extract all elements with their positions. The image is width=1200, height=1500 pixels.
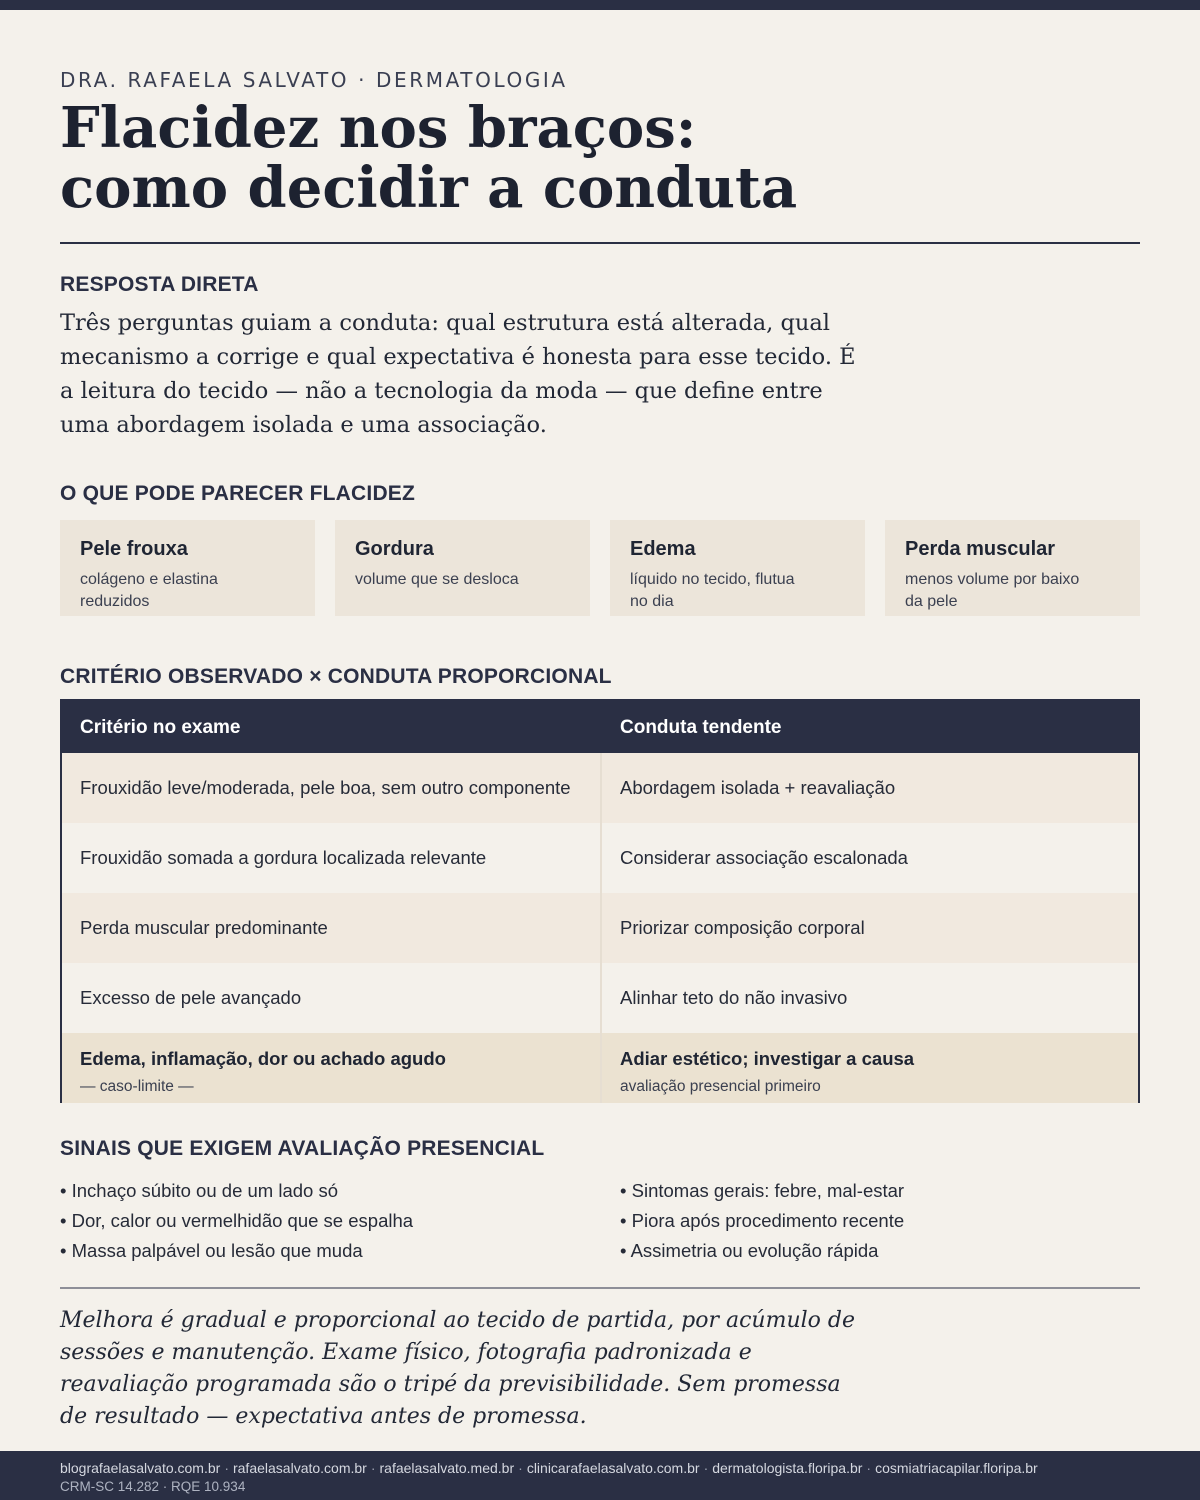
direct-answer-heading: RESPOSTA DIRETA [60, 273, 259, 296]
criterion-text: Edema, inflamação, dor ou achado agudo [80, 1048, 446, 1069]
footer-separator: · [866, 1460, 872, 1476]
criteria-table [60, 699, 1140, 1103]
lookalike-cards [60, 520, 1140, 616]
list-item: • Piora após procedimento recente [620, 1210, 905, 1231]
lookalike-card [610, 520, 865, 616]
warning-signs-heading: SINAIS QUE EXIGEM AVALIAÇÃO PRESENCIAL [60, 1137, 545, 1160]
column-divider [600, 753, 602, 1103]
card-description: menos volume por baixo da pele [905, 571, 1080, 610]
warning-signs-left [60, 1176, 413, 1266]
conduct-cell: Abordagem isolada + reavaliação [620, 777, 896, 798]
card-title: Pele frouxa [80, 538, 188, 560]
conduct-cell: Considerar associação escalonada [620, 847, 908, 868]
criterion-cell: Frouxidão leve/moderada, pele boa, sem outro componente [80, 777, 571, 798]
footer-separator: · [703, 1460, 709, 1476]
card-title: Perda muscular [905, 538, 1056, 560]
lookalike-card [885, 520, 1140, 616]
lookalike-card [60, 520, 315, 616]
criterion-cell: Perda muscular predominante [80, 917, 328, 938]
warning-signs-right [620, 1176, 904, 1266]
title-line-1: Flacidez nos braços: [60, 95, 697, 161]
closing-statement: Melhora é gradual e proporcional ao tecido de partida, por acúmulo de sessões e manutenção. Exame físico, fotografia padronizada e reavaliação programada são o tripé da previsibilidade. Sem promessa de resultado — expectativa antes de promessa. [60, 1308, 855, 1429]
conduct-text: Adiar estético; investigar a causa [620, 1048, 915, 1069]
card-title: Edema [630, 538, 696, 560]
list-item: • Inchaço súbito ou de um lado só [60, 1180, 338, 1201]
card-description: colágeno e elastina reduzidos [80, 571, 218, 610]
footer-separator: · [518, 1460, 523, 1476]
list-item: • Assimetria ou evolução rápida [620, 1240, 879, 1261]
footer-link[interactable]: rafaelasalvato.com.br [232, 1460, 367, 1476]
title-line-2: como decidir a conduta [60, 155, 798, 221]
criterion-cell: Excesso de pele avançado [80, 987, 302, 1008]
lookalikes-heading: O QUE PODE PARECER FLACIDEZ [60, 482, 416, 505]
criterion-note: — caso-limite — [80, 1078, 194, 1095]
criterion-cell: Frouxidão somada a gordura localizada relevante [80, 847, 487, 868]
footer-separator: · [370, 1460, 376, 1476]
list-item: • Dor, calor ou vermelhidão que se espalha [60, 1210, 414, 1231]
title-divider [60, 242, 1140, 244]
list-item: • Massa palpável ou lesão que muda [60, 1240, 363, 1261]
column-header-criterion: Critério no exame [80, 717, 241, 738]
table-header [62, 701, 1138, 753]
conduct-cell: Alinhar teto do não invasivo [620, 987, 848, 1008]
footer-separator: · [224, 1460, 229, 1476]
closing-divider [60, 1287, 1140, 1289]
top-accent-bar [0, 0, 1200, 10]
column-header-conduct: Conduta tendente [620, 717, 782, 738]
card-title: Gordura [355, 538, 434, 560]
author-eyebrow: DRA. RAFAELA SALVATO · DERMATOLOGIA [60, 68, 568, 92]
card-description: líquido no tecido, flutua no dia [630, 571, 795, 610]
footer-link[interactable]: clinicarafaelasalvato.com.br [526, 1460, 700, 1476]
lookalike-card [335, 520, 590, 616]
medical-registration: CRM-SC 14.282 · RQE 10.934 [60, 1479, 246, 1494]
conduct-cell: Priorizar composição corporal [620, 917, 865, 938]
footer-link[interactable]: blografaelasalvato.com.br [60, 1460, 221, 1476]
criterion-cell [80, 1048, 446, 1096]
criteria-heading: CRITÉRIO OBSERVADO × CONDUTA PROPORCIONAL [60, 665, 612, 688]
page-title [60, 95, 1140, 221]
direct-answer-text: Três perguntas guiam a conduta: qual estrutura está alterada, qual mecanismo a corrige e qual expectativa é honesta para esse tecido. É a leitura do tecido — não a tecnologia da moda — que define entre uma abordagem isolada e uma associação. [60, 310, 856, 438]
footer-link[interactable]: dermatologista.floripa.br [712, 1460, 863, 1476]
conduct-cell [620, 1048, 914, 1096]
footer-link[interactable]: rafaelasalvato.med.br [379, 1460, 515, 1476]
list-item: • Sintomas gerais: febre, mal-estar [620, 1180, 905, 1201]
card-description: volume que se desloca [355, 571, 519, 588]
footer [0, 1451, 1200, 1500]
footer-links [60, 1460, 1140, 1476]
footer-link[interactable]: cosmiatriacapilar.floripa.br [875, 1460, 1038, 1476]
conduct-note: avaliação presencial primeiro [620, 1078, 821, 1095]
